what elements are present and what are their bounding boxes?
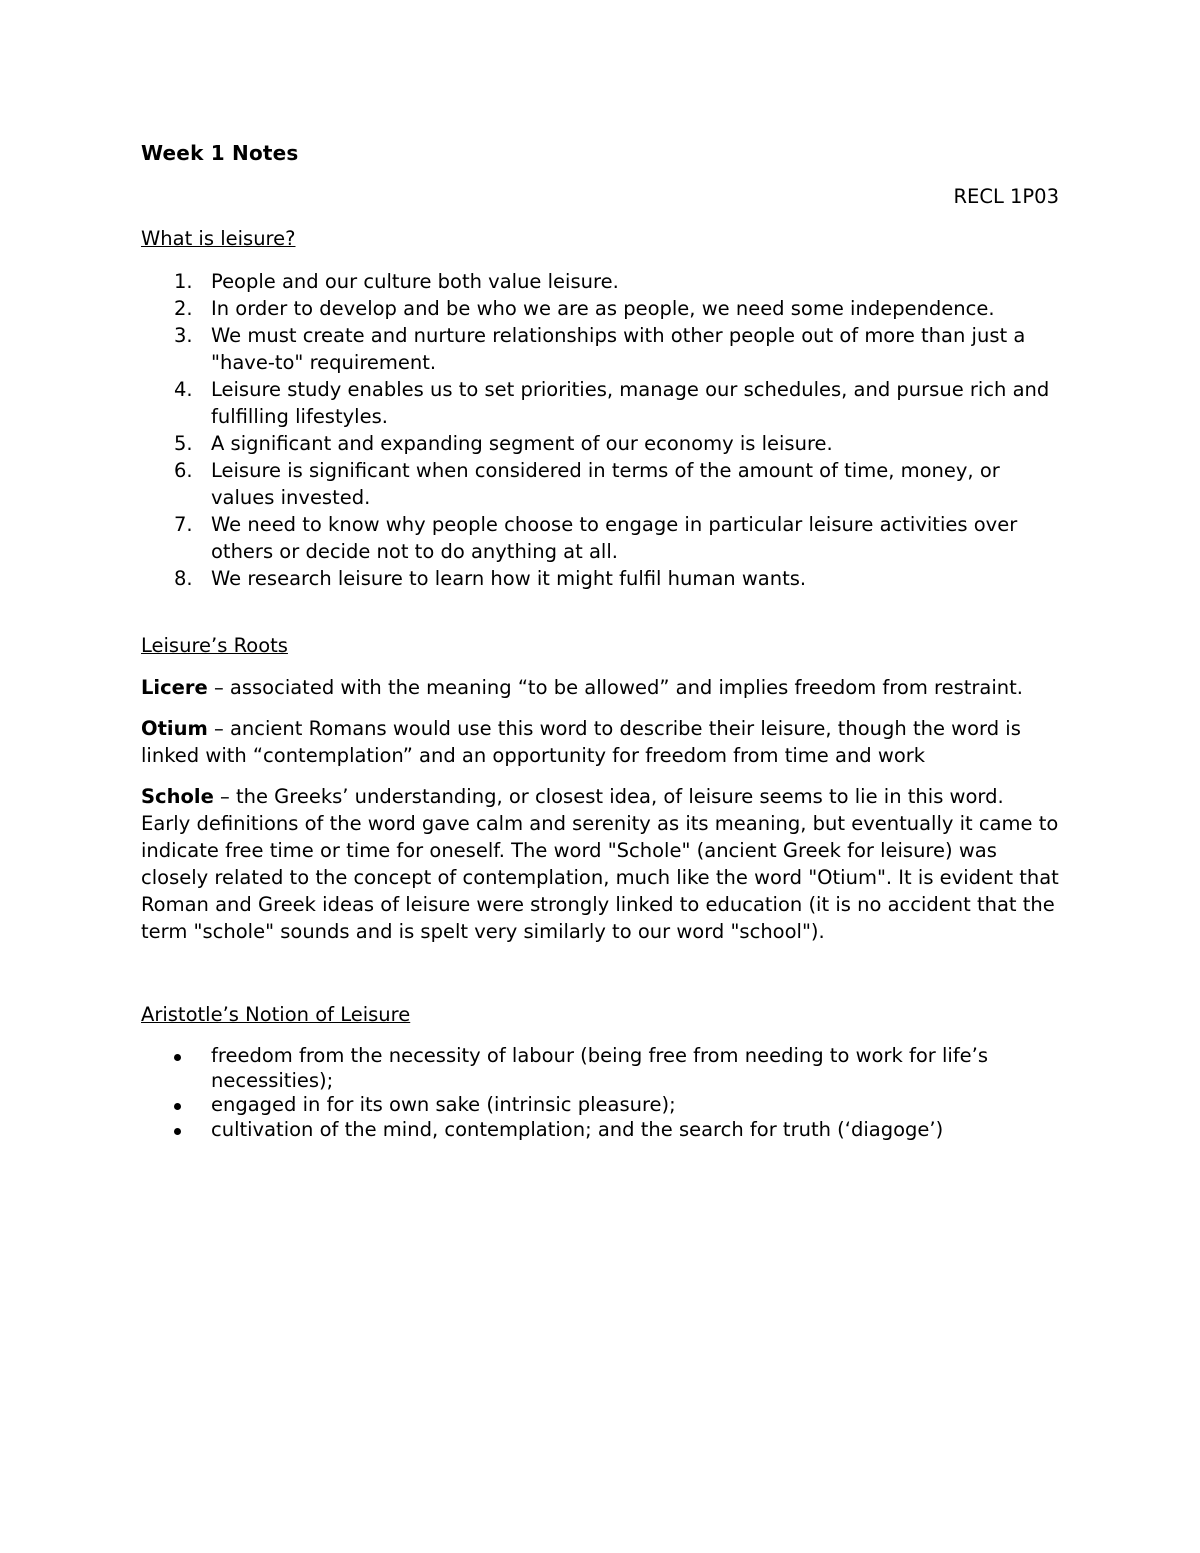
course-code: RECL 1P03 (953, 185, 1059, 208)
term-definition: – ancient Romans would use this word to describe their leisure, though the word is linked with “contemplation” and an opportunity for freedom from time and work (141, 717, 1021, 767)
list-item-text: A significant and expanding segment of our economy is leisure. (211, 432, 833, 455)
numbered-list (141, 268, 1059, 592)
term-paragraph-licere (141, 674, 1059, 701)
bullet-item (141, 1044, 1059, 1093)
list-item-text: We must create and nurture relationships with other people out of more than just a "have-to" requirement. (211, 324, 1026, 374)
term-name: Otium (141, 717, 208, 740)
document-body (141, 139, 1059, 1142)
term-paragraph-schole (141, 783, 1059, 945)
list-number: 7. (174, 513, 193, 536)
list-number: 4. (174, 378, 193, 401)
list-number: 1. (174, 270, 193, 293)
list-item (141, 376, 1059, 430)
section-heading-what-is-leisure: What is leisure? (141, 227, 296, 250)
list-number: 5. (174, 432, 193, 455)
bullet-icon (174, 1054, 181, 1061)
bullet-item (141, 1093, 1059, 1118)
list-item-text: We research leisure to learn how it might fulfil human wants. (211, 567, 807, 590)
list-number: 8. (174, 567, 193, 590)
list-number: 2. (174, 297, 193, 320)
list-item-text: Leisure is significant when considered in terms of the amount of time, money, or values invested. (211, 459, 1000, 509)
list-item-text: In order to develop and be who we are as people, we need some independence. (211, 297, 995, 320)
list-number: 3. (174, 324, 193, 347)
bullet-list (141, 1044, 1059, 1142)
list-item (141, 457, 1059, 511)
list-item-text: Leisure study enables us to set priorities, manage our schedules, and pursue rich and fulfilling lifestyles. (211, 378, 1050, 428)
term-paragraph-otium (141, 715, 1059, 769)
term-name: Licere (141, 676, 208, 699)
list-number: 6. (174, 459, 193, 482)
bullet-icon (174, 1128, 181, 1135)
term-definition: – the Greeks’ understanding, or closest idea, of leisure seems to lie in this word. Early definitions of the word gave calm and serenity as its meaning, but eventually it came to indicate free time or time for oneself. The word "Schole" (ancient Greek for leisure) was closely related to the concept of contemplation, much like the word "Otium". It is evident that Roman and Greek ideas of leisure were strongly linked to education (it is no accident that the term "schole" sounds and is spelt very similarly to our word "school"). (141, 785, 1059, 943)
list-item (141, 511, 1059, 565)
list-item-text: We need to know why people choose to engage in particular leisure activities over others or decide not to do anything at all. (211, 513, 1018, 563)
term-definition: – associated with the meaning “to be allowed” and implies freedom from restraint. (207, 676, 1023, 699)
bullet-text: engaged in for its own sake (intrinsic pleasure); (211, 1093, 676, 1116)
bullet-text: cultivation of the mind, contemplation; and the search for truth (‘diagoge’) (211, 1117, 944, 1141)
bullet-item (141, 1118, 1059, 1143)
list-item (141, 565, 1059, 592)
bullet-text: freedom from the necessity of labour (being free from needing to work for life’s necessities); (211, 1044, 989, 1092)
list-item (141, 322, 1059, 376)
list-item-text: People and our culture both value leisure. (211, 270, 619, 293)
list-item (141, 430, 1059, 457)
list-item (141, 295, 1059, 322)
term-name: Schole (141, 785, 214, 808)
document-title: Week 1 Notes (141, 141, 299, 165)
section-heading-aristotles-notion: Aristotle’s Notion of Leisure (141, 1003, 411, 1026)
list-item (141, 268, 1059, 295)
bullet-icon (174, 1103, 181, 1110)
section-heading-leisures-roots: Leisure’s Roots (141, 634, 288, 657)
